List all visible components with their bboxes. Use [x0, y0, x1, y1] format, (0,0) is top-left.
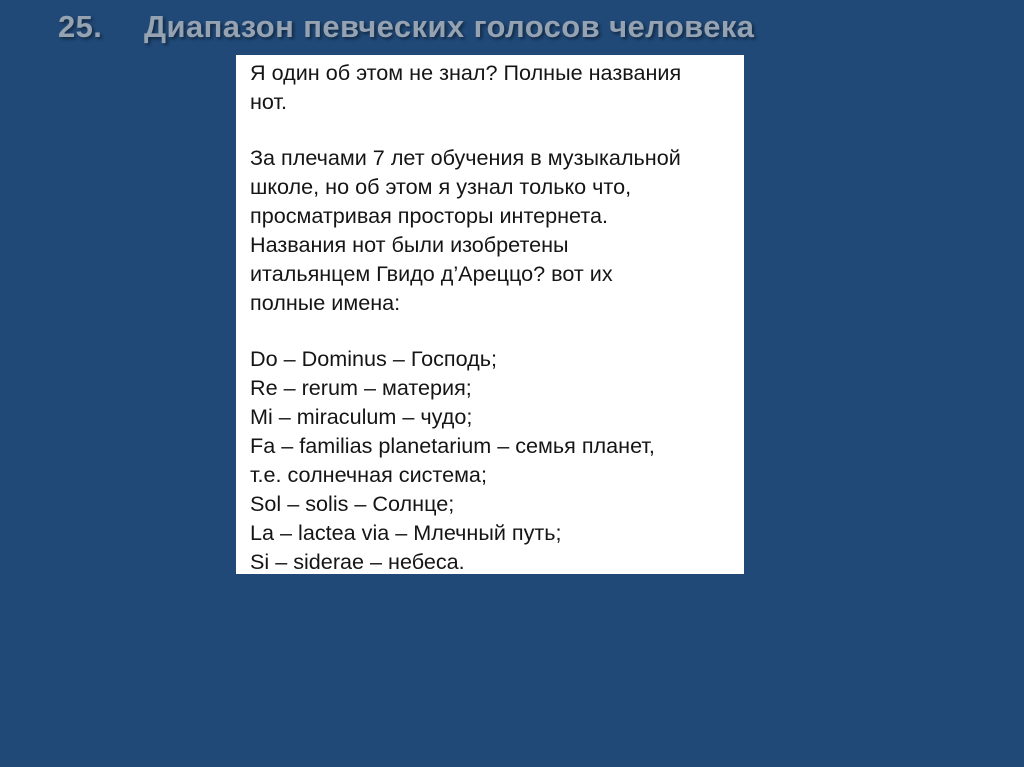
story-line: За плечами 7 лет обучения в музыкальной — [250, 145, 681, 170]
note-line-si: Si – siderae – небеса. — [250, 549, 465, 574]
paragraph-gap — [250, 116, 736, 143]
text-panel — [236, 55, 744, 574]
paragraph-gap — [250, 317, 736, 344]
note-line-fa-continued: т.е. солнечная система; — [250, 462, 487, 487]
note-line-re: Re – rerum – материя; — [250, 375, 472, 400]
story-line: Названия нот были изобретены — [250, 232, 569, 257]
intro-line: нот. — [250, 89, 287, 114]
note-line-fa: Fa – familias planetarium – семья планет, — [250, 433, 655, 458]
slide-number: 25. — [58, 9, 103, 44]
intro-line: Я один об этом не знал? Полные названия — [250, 60, 682, 85]
note-line-sol: Sol – solis – Солнце; — [250, 491, 455, 516]
note-line-la: La – lactea via – Млечный путь; — [250, 520, 562, 545]
note-line-do: Do – Dominus – Господь; — [250, 346, 497, 371]
story-line: итальянцем Гвидо д’Ареццо? вот их — [250, 261, 613, 286]
story-line: просматривая просторы интернета. — [250, 203, 609, 228]
slide-title-text: Диапазон певческих голосов человека — [144, 9, 755, 44]
story-line: школе, но об этом я узнал только что, — [250, 174, 632, 199]
slide-title — [58, 6, 754, 48]
story-line: полные имена: — [250, 290, 401, 315]
note-line-mi: Mi – miraculum – чудо; — [250, 404, 473, 429]
